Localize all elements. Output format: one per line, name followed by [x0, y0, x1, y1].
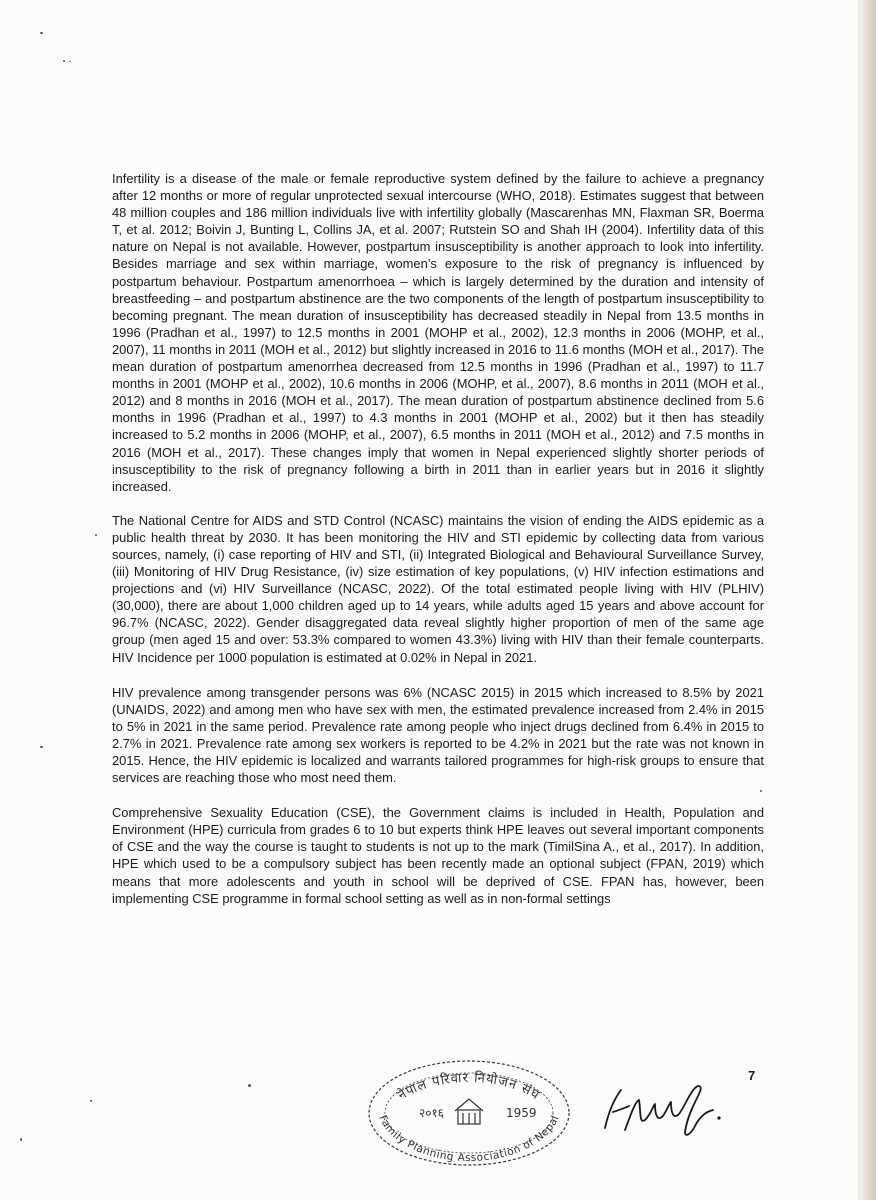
organization-stamp: [363, 1055, 575, 1167]
svg-text:नेपाल परिवार नियोजन संघ: [395, 1070, 543, 1103]
document-body: [112, 170, 764, 925]
scan-speck: [40, 32, 43, 34]
scan-speck: [20, 1138, 22, 1141]
stamp-top-text: नेपाल परिवार नियोजन संघ: [395, 1070, 543, 1104]
page-number: 7: [748, 1068, 756, 1083]
paragraph-hiv-surveillance: The National Centre for AIDS and STD Control (NCASC) maintains the vision of ending the AIDS epidemic as a public health threat by 2030. It has been monitoring the HIV and STI epidemic by collecting data from various sources, namely, (i) case reporting of HIV and STI, (ii) Integrated Biological and Behavioural Surveillance Survey, (iii) Monitoring of HIV Drug Resistance, (iv) size estimation of key populations, (v) HIV infection estimations and projections and (vi) HIV Surveillance (NCASC, 2022). Of the total estimated people living with HIV (PLHIV) (30,000), there are about 1,000 children aged up to 14 years, while adults aged 15 years and above account for 96.7% (NCASC, 2022). Gender disaggregated data reveal slightly higher proportion of men of the same age group (men aged 15 and over: 53.3% compared to women 43.3%) living with HIV than their female counterparts. HIV Incidence per 1000 population is estimated at 0.02% in Nepal in 2021.: [112, 512, 764, 665]
paragraph-hiv-prevalence: HIV prevalence among transgender persons was 6% (NCASC 2015) in 2015 which increased to 8.5% by 2021 (UNAIDS, 2022) and among men who have sex with men, the estimated prevalence increased from 2.4% in 2015 to 5% in 2021 in the same period. Prevalence rate among people who inject drugs declined from 6.4% in 2015 to 2.7% in 2021. Prevalence rate among sex workers is reported to be 4.2% in 2021 but the rate was not known in 2015. Hence, the HIV epidemic is localized and warrants tailored programmes for high-risk groups to ensure that services are reaching those who most need them.: [112, 684, 764, 786]
svg-text:1959: 1959: [506, 1106, 537, 1120]
paragraph-cse: Comprehensive Sexuality Education (CSE), the Government claims is included in Health, Population and Environment (HPE) curricula from grades 6 to 10 but experts think HPE leaves out several important components of CSE and the way the course is taught to students is not up to the mark (TimilSina A., et al., 2017). In addition, HPE which used to be a compulsory subject has been recently made an optional subject (FPAN, 2019) which means that more adolescents and youth in school will be deprived of CSE. FPAN has, however, been implementing CSE programme in formal school setting as well as in non-formal settings: [112, 805, 764, 906]
scan-speck: [40, 746, 43, 748]
scan-edge-line: [858, 0, 860, 1200]
scan-speck: [63, 60, 65, 62]
scan-speck: [69, 61, 71, 62]
handwritten-signature: [595, 1070, 745, 1150]
svg-text:२०१६: २०१६: [419, 1106, 444, 1120]
stamp-bottom-text: Family Planning Association of Nepal: [376, 1113, 562, 1165]
house-logo-icon: [455, 1099, 483, 1124]
scan-edge-shadow: [860, 0, 876, 1200]
scan-speck: [248, 1084, 251, 1087]
scan-speck: [95, 534, 97, 536]
paragraph-infertility: Infertility is a disease of the male or female reproductive system defined by the failure to achieve a pregnancy after 12 months or more of regular unprotected sexual intercourse (WHO, 2018). Estimates suggest that between 48 million couples and 186 million individuals live with infertility globally (Mascarenhas MN, Flaxman SR, Boerma T, et al. 2012; Boivin J, Bunting L, Collins JA, et al. 2007; Rutstein SO and Shah IH (2004). Infertility data of this nature on Nepal is not available. However, postpartum insusceptibility is another approach to look into infertility. Besides marriage and sex within marriage, women’s exposure to the risk of pregnancy is influenced by postpartum behaviour. Postpartum amenorrhoea – which is largely determined by the duration and intensity of breastfeeding – and postpartum abstinence are the two components of the length of postpartum insusceptibility to becoming pregnant. The mean duration of insusceptibility has decreased steadily in Nepal from 13.5 months in 1996 (Pradhan et al., 1997) to 12.5 months in 2001 (MOHP et al., 2002), 12.3 months in 2006 (MOHP, et al., 2007), 11 months in 2011 (MOH et al., 2012) but slightly increased in 2016 to 11.6 months (MOH et al., 2017). The mean duration of postpartum amenorrhea decreased from 12.5 months in 1996 (Pradhan et al., 1997) to 11.7 months in 2001 (MOHP et al., 2002), 10.6 months in 2006 (MOHP, et al., 2007), 8.6 months in 2011 (MOH et al., 2012) and 8 months in 2016 (MOH et al., 2017). The mean duration of postpartum abstinence declined from 5.6 months in 1996 (Pradhan et al., 1997) to 4.3 months in 2001 (MOHP et al., 2002) but it then has steadily increased to 5.2 months in 2006 (MOHP, et al., 2007), 6.5 months in 2011 (MOH et al., 2012) and 7.5 months in 2016 (MOH et al., 2017). These changes imply that women in Nepal experienced slightly shorter periods of insusceptibility to the risk of pregnancy following a birth in 2011 than in earlier years but in 2016 it slightly increased.: [112, 171, 764, 494]
scan-speck: [90, 1100, 92, 1102]
